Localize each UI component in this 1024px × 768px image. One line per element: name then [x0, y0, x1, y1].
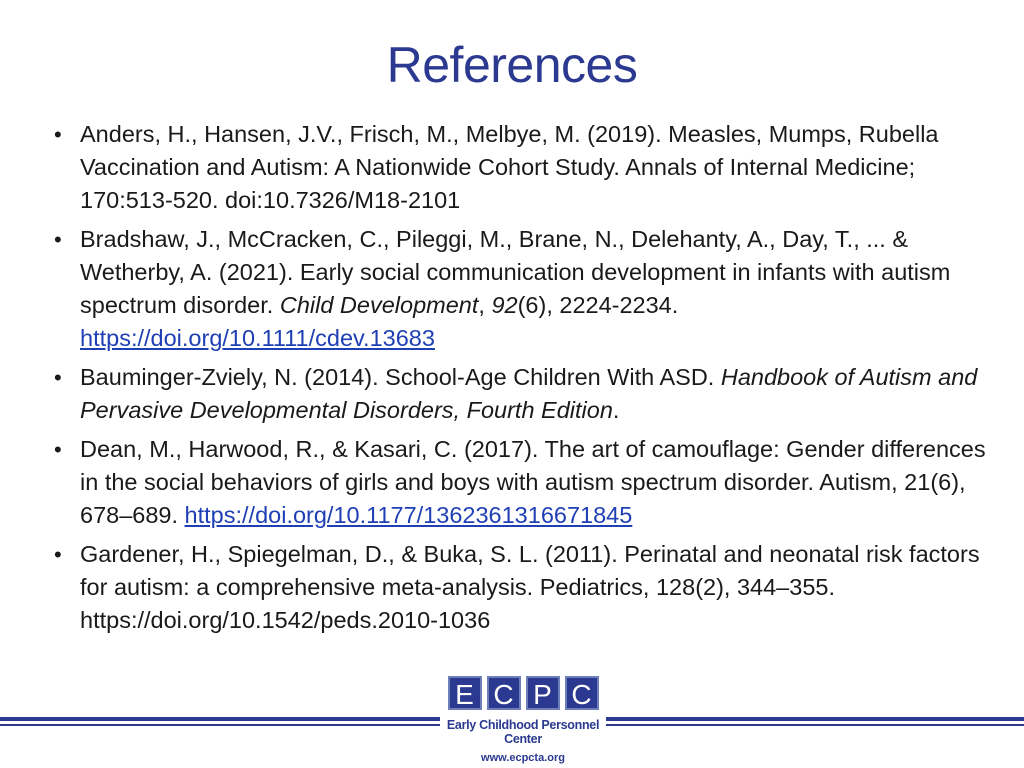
reference-item-bauminger [54, 361, 994, 427]
separator-text: , [478, 292, 492, 318]
logo-letter-p: P [526, 676, 560, 710]
logo-letter-c: C [487, 676, 521, 710]
reference-text: Dean, M., Harwood, R., & Kasari, C. (2017). The art of camouflage: Gender differences in the social behaviors of girls and boys with autism spectrum disorder. Autism, 21(6), 678–689. [80, 436, 986, 528]
ecpc-logo [440, 672, 606, 768]
logo-org-name: Early Childhood Personnel Center [446, 718, 600, 746]
reference-item-gardener [54, 538, 994, 637]
logo-letter-c2: C [565, 676, 599, 710]
journal-title: Child Development [279, 292, 479, 318]
book-title: Handbook of Autism and Pervasive Developmental Disorders, Fourth Edition [80, 364, 978, 423]
reference-item-dean [54, 433, 994, 532]
bullet-icon: • [54, 542, 62, 567]
bullet-icon: • [54, 122, 62, 147]
bullet-icon: • [54, 227, 62, 252]
bullet-icon: • [54, 365, 62, 390]
logo-url: www.ecpcta.org [481, 752, 565, 764]
pages-text: (6), 2224-2234. [517, 292, 679, 318]
reference-text: Gardener, H., Spiegelman, D., & Buka, S. L. (2011). Perinatal and neonatal risk factors for autism: a comprehensive meta-analysis. Pediatrics, 128(2), 344–355. https://doi.org/10.1542/peds.2010-1036 [80, 541, 980, 633]
reference-item-anders [54, 118, 994, 217]
reference-text: Bauminger-Zviely, N. (2014). School-Age Children With ASD. [80, 364, 721, 390]
page-title: References [386, 37, 638, 93]
reference-list [54, 118, 994, 643]
reference-text: Bradshaw, J., McCracken, C., Pileggi, M., Brane, N., Delehanty, A., Day, T., ... & Wetherby, A. (2021). Early social communication development in infants with autism spectrum disorder. [80, 226, 951, 318]
reference-item-bradshaw [54, 223, 994, 355]
logo-letter-e: E [448, 676, 482, 710]
bullet-icon: • [54, 437, 62, 462]
logo-letter-row [440, 676, 606, 710]
doi-link-dean[interactable]: https://doi.org/10.1177/1362361316671845 [184, 502, 633, 528]
doi-link-bradshaw[interactable]: https://doi.org/10.1111/cdev.13683 [80, 325, 435, 351]
reference-text: Anders, H., Hansen, J.V., Frisch, M., Melbye, M. (2019). Measles, Mumps, Rubella Vaccination and Autism: A Nationwide Cohort Study. Annals of Internal Medicine; 170:513-520. doi:10.7326/M18-2101 [80, 121, 939, 213]
volume-number: 92 [491, 292, 518, 318]
end-punctuation: . [612, 397, 620, 423]
